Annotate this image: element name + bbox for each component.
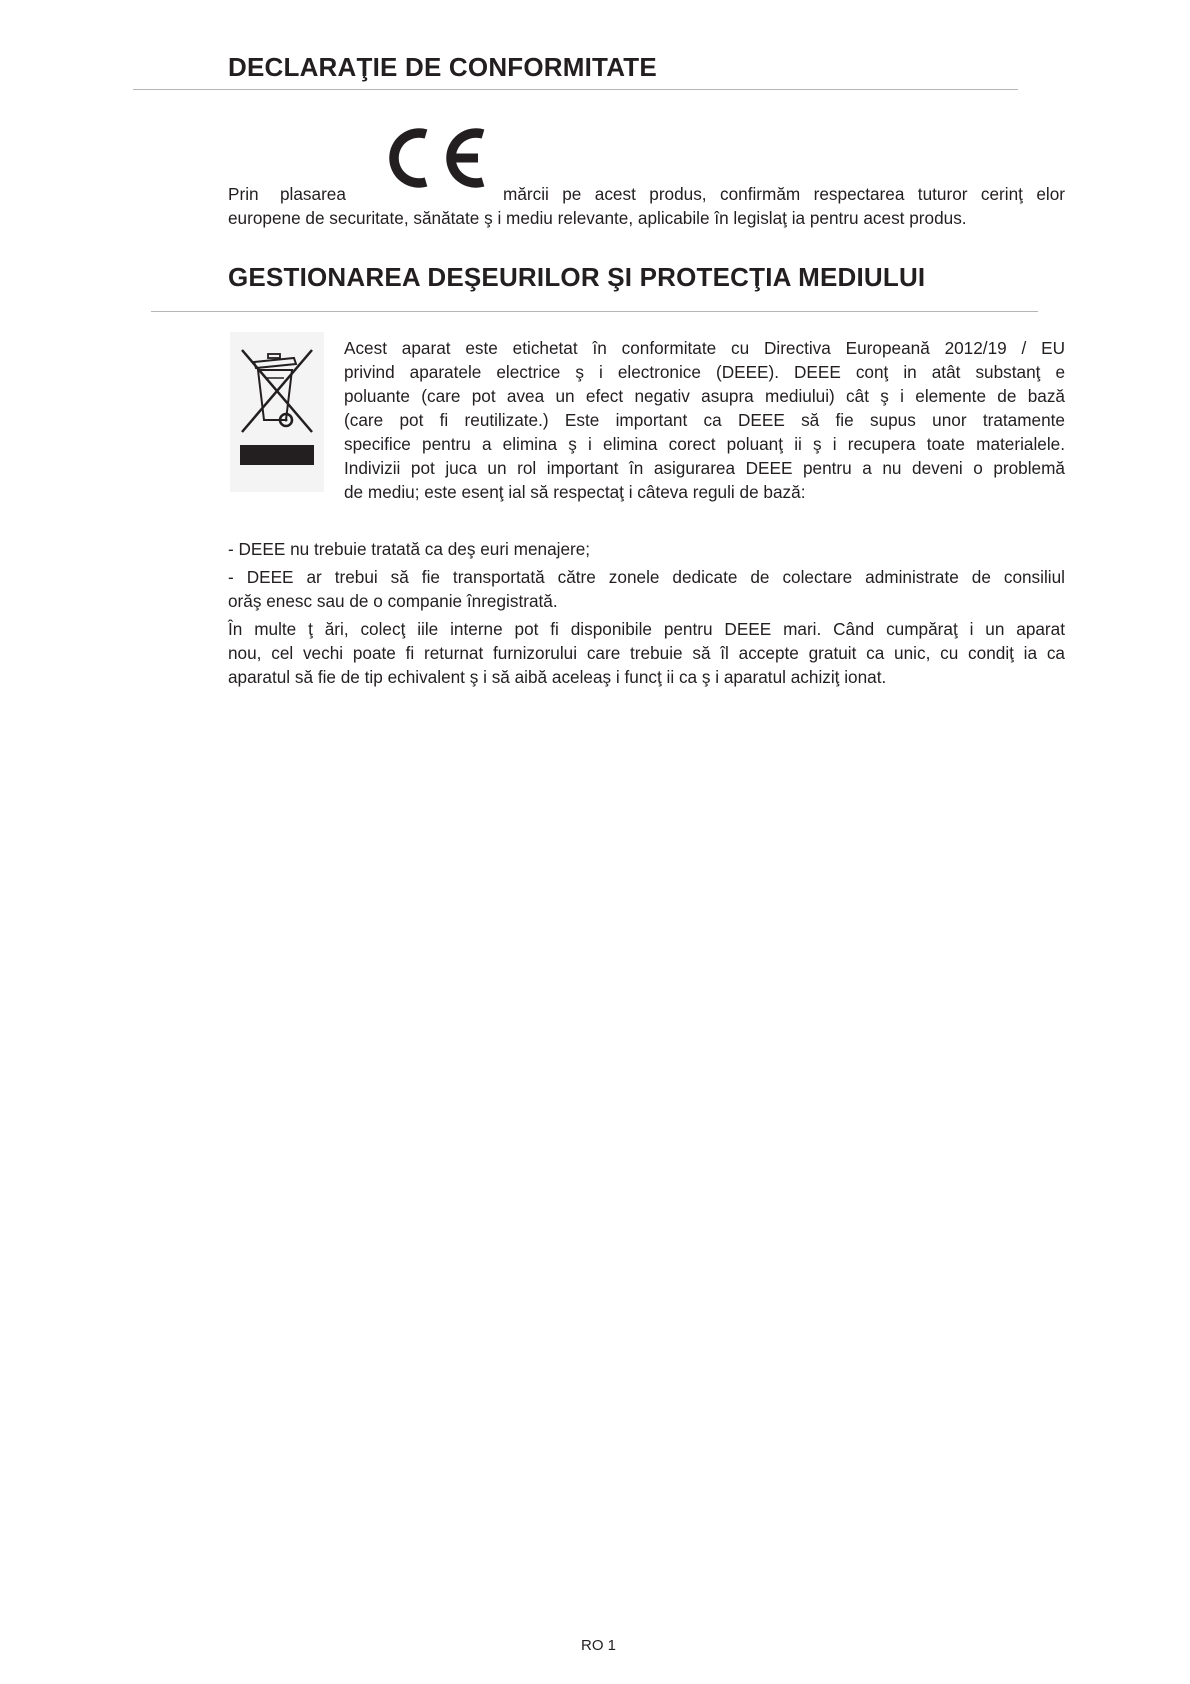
weee-paragraph-line: Indivizii pot juca un rol important în asigurarea DEEE pentru a nu deveni o problemă [344,458,1065,478]
weee-paragraph-line: poluante (care pot avea un efect negativ asupra mediului) cât ş i elemente de bază [344,386,1065,406]
closing-paragraph-line: aparatul să fie de tip echivalent ş i să aibă aceleaş i funcţ ii ca ş i aparatul achiziţ ionat. [228,667,887,687]
closing-paragraph-line: nou, cel vechi poate fi returnat furnizorului care trebuie să îl accepte gratuit ca unic, cu condiţ ia ca [228,643,1065,663]
rule-list-item-1: - DEEE nu trebuie tratată ca deş euri menajere; [228,539,591,559]
weee-paragraph [344,336,1065,504]
intro-word-prin: Prin [228,184,259,204]
intro-word-plasarea: plasarea [280,184,346,204]
weee-paragraph-line: specifice pentru a elimina ş i elimina corect poluanţ ii ş i recupera toate materialele. [344,434,1065,454]
closing-paragraph-line: În multe ţ ări, colecţ iile interne pot fi disponibile pentru DEEE mari. Când cumpăraţ i un aparat [228,619,1065,639]
ce-text-line-2: europene de securitate, sănătate ş i mediu relevante, aplicabile în legislaţ ia pentru acest produs. [228,208,967,228]
heading-divider-2 [151,311,1038,312]
rule-list-item-2: - DEEE ar trebui să fie transportată către zonele dedicate de colectare administrate de consiliul orăş enesc sau de o companie înregistrată. [228,567,1065,611]
heading-declaration: DECLARAŢIE DE CONFORMITATE [228,52,657,82]
page-number: RO 1 [581,1637,617,1654]
heading-divider-1 [133,89,1018,90]
crossed-out-wheelie-bin-icon [230,332,324,492]
weee-paragraph-line: (care pot fi reutilizate.) Este important ca DEEE să fie supus unor tratamente [344,410,1065,430]
weee-paragraph-line: Acest aparat este etichetat în conformitate cu Directiva Europeană 2012/19 / EU [344,338,1065,358]
ce-text-after-logo: mărcii pe acest produs, confirmăm respectarea tuturor cerinţ elor [503,184,1065,204]
heading-waste-management: GESTIONAREA DEŞEURILOR ŞI PROTECŢIA MEDIULUI [228,262,926,292]
weee-paragraph-line: de mediu; este esenţ ial să respectaţ i câteva reguli de bază: [344,482,806,502]
closing-paragraph [228,617,1065,689]
weee-paragraph-line: privind aparatele electrice ş i electronice (DEEE). DEEE conţ in atât substanţ e [344,362,1065,382]
ce-mark-icon [380,122,490,194]
